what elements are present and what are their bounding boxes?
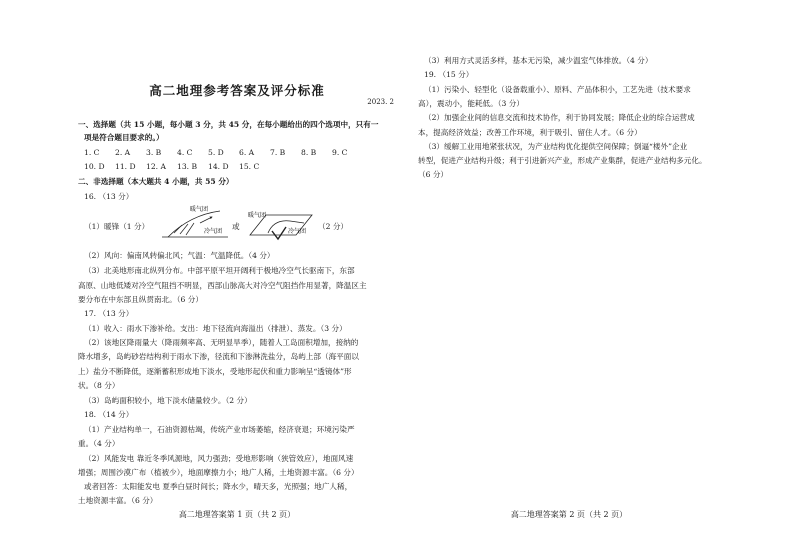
q18-heading: 18. （14 分） [84,410,134,419]
q18-1-line1: （1）产业结构单一，石油资源枯竭，传统产业市场萎缩，经济衰退；环境污染严 [84,425,355,434]
q17-2-line4: 状。（8 分） [78,381,120,390]
q18-3-answer: （3）利用方式灵活多样，基本无污染，减少温室气体排放。（4 分） [424,56,653,65]
q16-3-line3: 要分布在中东部且纵贯南北。（6 分） [78,295,203,304]
q17-3-answer: （3）岛屿面积较小，地下淡水储量较少。（2 分） [84,396,252,405]
mc-answer: 6. A [239,148,255,157]
q19-2-line2: 本，提高经济效益；改善工作环境，利于吸引、留住人才。（6 分） [418,128,642,137]
mc-answer: 10. D [84,162,105,171]
mc-answer: 4. C [177,148,193,157]
mc-answer: 9. C [332,148,348,157]
section2-title: 二、非选择题（本大题共 4 小题，共 55 分） [78,177,234,186]
mc-answers-row-1 [84,148,396,158]
mc-answer: 12. A [146,162,166,171]
q19-heading: 19. （15 分） [424,70,474,79]
q19-3-line2: 转型，促进产业结构升级；利于引进新兴产业，形成产业集群，促进产业结构多元化。 [418,156,707,165]
mc-answer: 3. B [146,148,162,157]
mc-answer: 8. B [301,148,317,157]
exam-date: 2023. 2 [367,98,394,106]
q16-1-answer: （1）暖锋（1 分） [84,222,150,231]
page-title: 高二地理参考答案及评分标准 [149,83,325,98]
mc-answer: 2. A [115,148,131,157]
q16-2-answer: （2）风向：偏南风转偏北风；气温：气温降低。（4 分） [84,251,275,260]
q18-2-line4: 土地资源丰富。（6 分） [78,496,158,505]
q17-2-line1: （2）该地区降雨量大（降雨频率高、无明显旱季），随着人工岛面积增加，接纳的 [84,338,359,347]
q17-2-line3: 上）盐分不断降低，逐渐蓄积形成地下淡水，受地形起伏和重力影响呈“透镜体”形 [78,367,352,376]
page-footer: 高二地理答案第 2 页（共 2 页） [510,510,628,519]
mc-answers-row-2 [84,162,396,172]
q19-3-line3: （6 分） [418,170,449,179]
fig1-cold-label: 冷气团 [204,228,223,235]
section1-title: 一、选择题（共 15 小题，每小题 3 分，共 45 分，在每小题给出的四个选项中，只有一 [78,120,379,129]
mc-answer: 11. D [115,162,136,171]
q18-2-line3: 或者回答：太阳能发电 夏季白昼时间长；降水少，晴天多，光照强；地广人稀， [84,482,353,491]
mc-answer: 14. D [208,162,229,171]
q17-2-line2: 降水增多，岛屿砂岩结构利于雨水下渗，径流和下渗淋洗盐分，岛屿上部（海平面以 [78,352,359,361]
q19-2-line1: （2）加强企业间的信息交流和技术协作，利于协同发展；降低企业的综合运营成 [424,113,695,122]
mc-answer: 15. C [239,162,260,171]
answer-page-1 [78,0,396,558]
q16-heading: 16. （13 分） [84,192,134,201]
q18-2-line1: （2）风能发电 靠近冬季风源地，风力强劲；受地形影响（狭管效应），地面风速 [84,454,354,463]
page-footer: 高二地理答案第 1 页（共 2 页） [178,510,296,519]
mc-answer: 1. C [84,148,100,157]
fig2-warm-label: 暖气团 [248,212,267,219]
q16-3-line2: 高原、山地低矮对冷空气阻挡不明显，西部山脉高大对冷空气阻挡作用显著，降温区主 [78,281,367,290]
fig1-warm-label: 暖气团 [190,206,209,213]
mc-answer: 13. B [177,162,198,171]
mc-answer: 5. D [208,148,224,157]
fig2-cold-label: 冷气团 [288,228,307,235]
warm-front-diagram-2 [246,205,316,243]
q17-1-answer: （1）收入：雨水下渗补给。支出：地下径流向海溢出（排泄）、蒸发。（3 分） [84,324,347,333]
q19-1-line1: （1）污染小、轻型化（设备载重小）、原料、产品体积小，工艺先进（技术要求 [424,85,691,94]
or-text: 或 [232,222,240,231]
mc-answer: 7. B [270,148,286,157]
q16-1-score: （2 分） [318,222,349,231]
q19-3-line1: （3）缓解工业用地紧张状况，为产业结构优化提供空间保障；倒逼“楼外”企业 [424,142,688,151]
q18-1-line2: 重。（4 分） [78,439,120,448]
answer-page-2 [418,0,720,558]
q16-3-line1: （3）北美地形南北纵列分布。中部平原平坦开阔利于极地冷空气长驱南下，东部 [84,266,355,275]
q17-heading: 17. （13 分） [84,309,134,318]
q18-2-line2: 增强；周围沙漠广布（植被少），地面摩擦力小；地广人稀，土地资源丰富。（6 分） [78,468,359,477]
section1-title-cont: 项是符合题目要求的。） [84,133,164,142]
q19-1-line2: 高），震动小，能耗低。（3 分） [418,99,524,108]
warm-front-diagram-1 [160,203,230,243]
